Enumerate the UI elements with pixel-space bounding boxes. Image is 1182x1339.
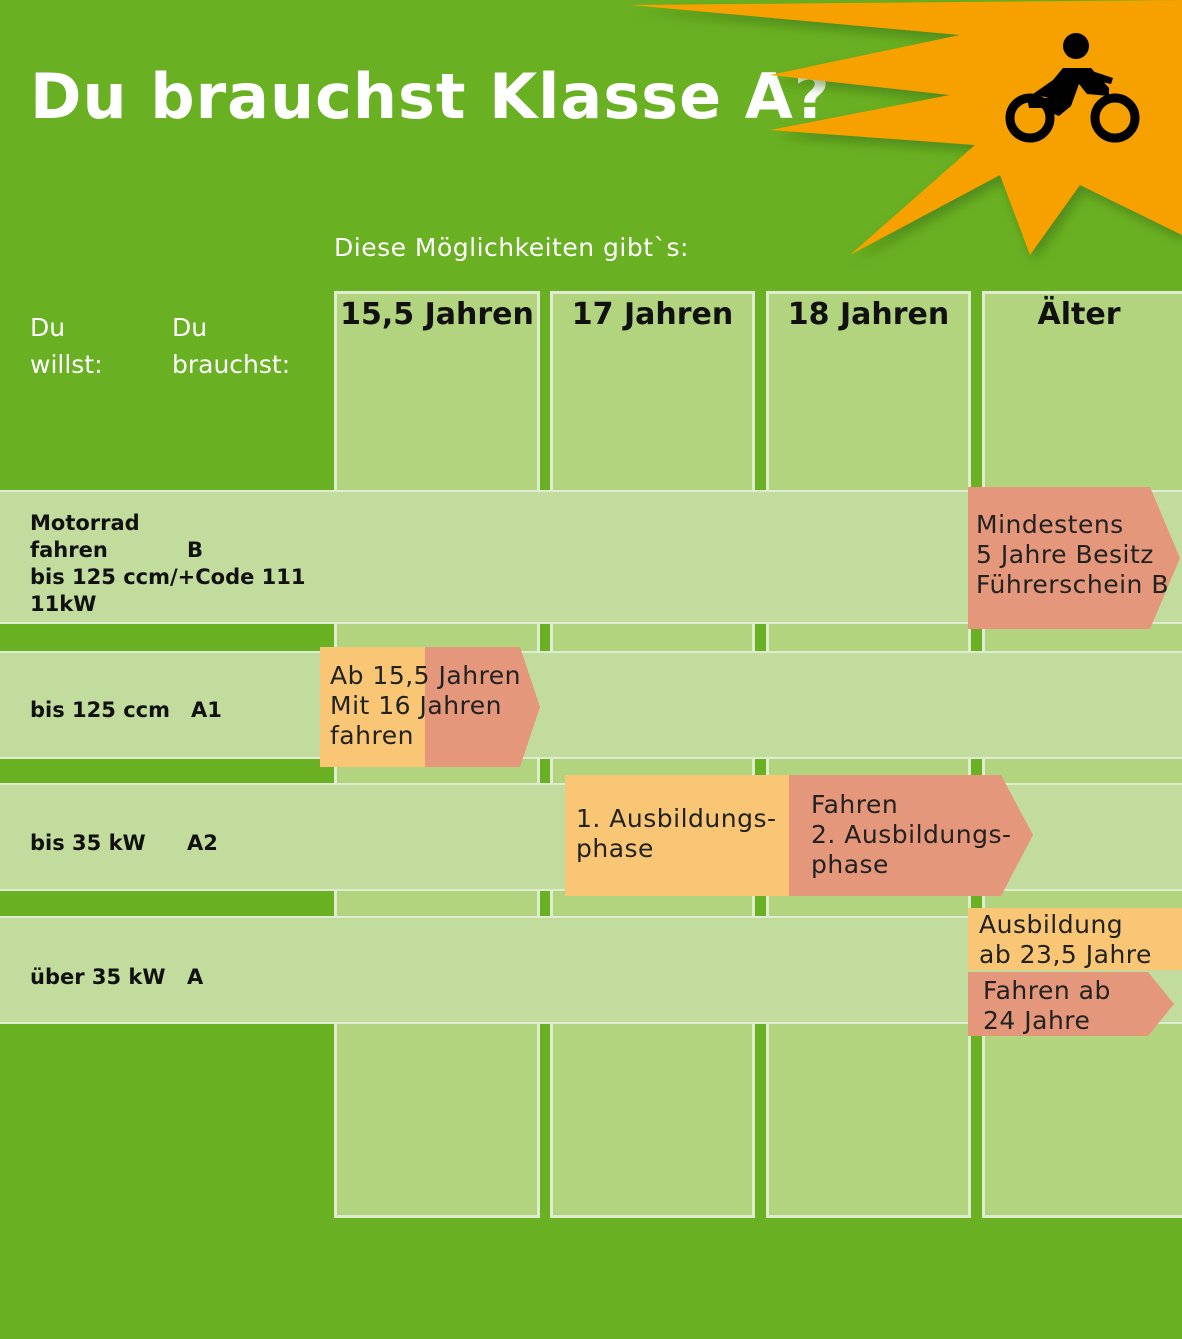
row-label-want: bis 35 kW bbox=[30, 831, 146, 855]
row-label-line: Motorrad bbox=[30, 511, 140, 535]
box-text bbox=[979, 910, 1152, 970]
box-line: 24 Jahre bbox=[983, 1006, 1091, 1035]
box-text bbox=[811, 790, 1012, 880]
box-line: ab 23,5 Jahre bbox=[979, 940, 1152, 969]
column-label: Älter bbox=[1037, 297, 1121, 332]
header-want-line: willst: bbox=[30, 350, 103, 379]
subtitle: Diese Möglichkeiten gibt`s: bbox=[334, 233, 689, 262]
box-text bbox=[976, 510, 1169, 600]
header-need-line: brauchst: bbox=[172, 350, 291, 379]
box-line: fahren bbox=[330, 721, 414, 750]
column-label: 17 Jahren bbox=[571, 297, 734, 332]
box-line: Fahren bbox=[811, 790, 899, 819]
box-line: Mit 16 Jahren bbox=[330, 691, 503, 720]
row-label-want: bis 125 ccm bbox=[30, 698, 170, 722]
box-line: phase bbox=[576, 834, 654, 863]
row-label-need: A bbox=[187, 965, 204, 989]
row-label-need: A2 bbox=[187, 831, 218, 855]
box-line: 5 Jahre Besitz bbox=[976, 540, 1154, 569]
row-label-line: fahren bbox=[30, 538, 108, 562]
box-line: Fahren ab bbox=[983, 976, 1111, 1005]
starburst bbox=[620, 0, 1182, 270]
box-line: 1. Ausbildungs- bbox=[576, 804, 777, 833]
header-need-line: Du bbox=[172, 313, 208, 342]
box-line: Ausbildung bbox=[979, 910, 1124, 939]
box-text bbox=[576, 804, 777, 864]
box-line: phase bbox=[811, 850, 889, 879]
row-label-need: B bbox=[187, 538, 204, 562]
row-label-want: über 35 kW bbox=[30, 965, 166, 989]
box-line: Führerschein B bbox=[976, 570, 1169, 599]
column-label: 18 Jahren bbox=[787, 297, 950, 332]
row-label-need: A1 bbox=[191, 698, 222, 722]
column-label: 15,5 Jahren bbox=[340, 297, 534, 332]
header-want bbox=[30, 309, 103, 383]
row-label-want bbox=[30, 510, 306, 618]
header-need bbox=[172, 309, 290, 383]
box-line: 2. Ausbildungs- bbox=[811, 820, 1012, 849]
box-text bbox=[330, 661, 521, 751]
row-label-line: bis 125 ccm/+Code 111 bbox=[30, 565, 306, 589]
header-want-line: Du bbox=[30, 313, 66, 342]
row-band-a1 bbox=[0, 651, 1182, 759]
box-line: Ab 15,5 Jahren bbox=[330, 661, 522, 690]
box-text bbox=[983, 976, 1111, 1036]
box-line: Mindestens bbox=[976, 510, 1124, 539]
row-label-line: 11kW bbox=[30, 592, 97, 616]
page-title: Du brauchst Klasse A? bbox=[30, 60, 831, 133]
